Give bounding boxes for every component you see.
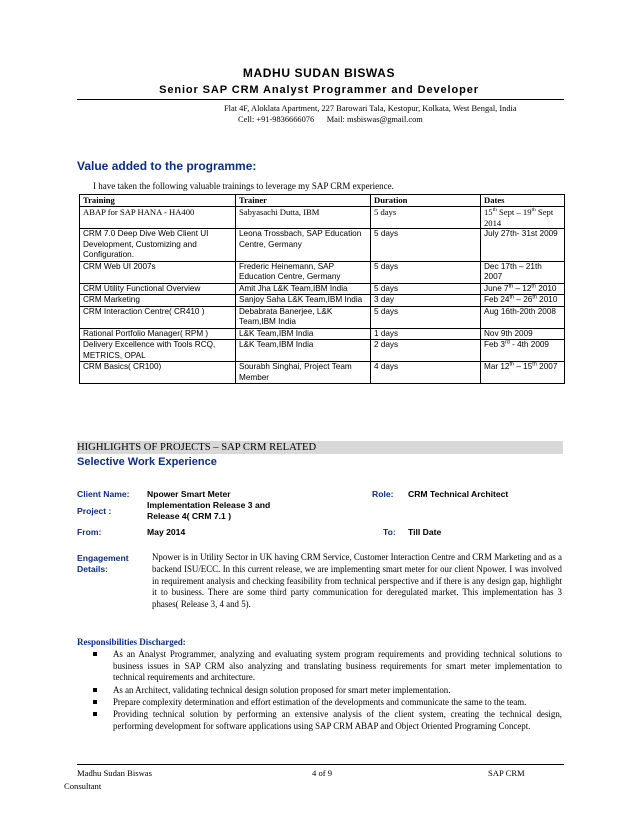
- project-label: Project :: [77, 506, 112, 516]
- responsibility-item: Prepare complexity determination and effort estimation of the developments and communicate the same to the team.: [90, 697, 562, 709]
- value-section-title: Value added to the programme:: [77, 159, 257, 173]
- duration-cell: 1 days: [371, 328, 481, 340]
- dates-cell: June 7th – 12th 2010: [481, 283, 565, 295]
- trainer-cell: L&K Team,IBM India: [236, 328, 371, 340]
- training-name-cell: CRM Marketing: [80, 295, 236, 307]
- responsibility-item: As an Analyst Programmer, analyzing and evaluating system program requirements and providing technical solutions to business issues in SAP CRM also analyzing and translating business requirements for smart meter implementation to technical requirements and architecture.: [90, 649, 562, 684]
- trainer-cell: L&K Team,IBM India: [236, 340, 371, 362]
- training-row: [80, 328, 565, 340]
- dates-cell: July 27th- 31st 2009: [481, 229, 565, 262]
- training-name-cell: Delivery Excellence with Tools RCQ, METRICS, OPAL: [80, 340, 236, 362]
- from-value: May 2014: [147, 527, 186, 537]
- square-bullet-icon: [93, 700, 97, 704]
- square-bullet-icon: [93, 688, 97, 692]
- duration-cell: 3 day: [371, 295, 481, 307]
- work-experience-title: Selective Work Experience: [77, 456, 217, 468]
- footer-page-number: 4 of 9: [312, 768, 333, 778]
- trainer-cell: Frederic Heinemann, SAP Education Centre, Germany: [236, 261, 371, 283]
- header-training: Training: [80, 195, 236, 207]
- trainer-cell: Sourabh Singhai, Project Team Member: [236, 362, 371, 384]
- client-name-value: Npower Smart Meter: [147, 489, 231, 499]
- footer-divider: [77, 764, 564, 765]
- trainer-cell: Sanjoy Saha L&K Team,IBM India: [236, 295, 371, 307]
- trainings-body: [80, 207, 565, 384]
- square-bullet-icon: [93, 712, 97, 716]
- training-name-cell: CRM Basics( CR100): [80, 362, 236, 384]
- duration-cell: 5 days: [371, 229, 481, 262]
- training-row: [80, 306, 565, 328]
- training-name-cell: Rational Portfolio Manager( RPM ): [80, 328, 236, 340]
- dates-cell: Nov 9th 2009: [481, 328, 565, 340]
- training-row: [80, 229, 565, 262]
- training-name-cell: CRM Interaction Centre( CR410 ): [80, 306, 236, 328]
- dates-cell: Feb 3rd - 4th 2009: [481, 340, 565, 362]
- responsibility-item: As an Architect, validating technical design solution proposed for smart meter implementation.: [90, 685, 562, 697]
- dates-cell: Dec 17th – 21th 2007: [481, 261, 565, 283]
- dates-cell: Feb 24th – 26th 2010: [481, 295, 565, 307]
- duration-cell: 5 days: [371, 306, 481, 328]
- header-divider: [77, 99, 564, 100]
- duration-cell: 4 days: [371, 362, 481, 384]
- footer-title: SAP CRM: [488, 768, 525, 778]
- trainer-cell: Leona Trossbach, SAP Education Centre, Germany: [236, 229, 371, 262]
- from-label: From:: [77, 527, 102, 537]
- footer-author: Madhu Sudan Biswas: [77, 768, 152, 778]
- training-row: [80, 340, 565, 362]
- header-dates: Dates: [481, 195, 565, 207]
- candidate-name: MADHU SUDAN BISWAS: [242, 66, 396, 80]
- to-value: Till Date: [408, 527, 442, 537]
- trainings-table: [79, 194, 565, 384]
- duration-cell: 5 days: [371, 283, 481, 295]
- trainer-cell: Sabyasachi Dutta, IBM: [236, 207, 371, 229]
- duration-cell: 5 days: [371, 207, 481, 229]
- highlights-title: HIGHLIGHTS OF PROJECTS – SAP CRM RELATED: [77, 442, 317, 453]
- to-label: To:: [383, 527, 396, 537]
- role-label: Role:: [372, 489, 394, 499]
- responsibilities-title: Responsibilities Discharged:: [77, 637, 186, 647]
- engagement-label: Engagement Details:: [77, 553, 129, 574]
- dates-cell: 15th Sept – 19th Sept 2014: [481, 207, 565, 229]
- responsibilities-list: [90, 649, 562, 733]
- role-value: CRM Technical Architect: [408, 489, 509, 499]
- contact-line: Cell: +91-9836666076 Mail: msbiswas@gmail.com: [238, 115, 423, 124]
- training-row: [80, 207, 565, 229]
- dates-cell: Mar 12th – 15th 2007: [481, 362, 565, 384]
- training-row: [80, 261, 565, 283]
- client-name-label: Client Name:: [77, 489, 130, 499]
- training-name-cell: CRM 7.0 Deep Dive Web Client UI Development, Customizing and Configuration.: [80, 229, 236, 262]
- training-row: [80, 283, 565, 295]
- header-trainer: Trainer: [236, 195, 371, 207]
- responsibility-item: Providing technical solution by performing an extensive analysis of the client system, creating the technical design, performing development for software applications using SAP CRM ABAP and Object Oriented Programing Concept.: [90, 709, 562, 732]
- trainer-cell: Debabrata Banerjee, L&K Team,IBM India: [236, 306, 371, 328]
- training-name-cell: CRM Web UI 2007s: [80, 261, 236, 283]
- engagement-text: Npower is in Utility Sector in UK having CRM Service, Customer Interaction Centre and CRM Marketing and as a backend ISU/ECC. In this current release, we are implementing smart meter for our client Npower. I was involved in requirement analysis and checking feasibility from technical perspective and if there is any design gap, highlight it to business. There are some third party communication for deregulated market. This implementation has 3 phases( Release 3, 4 and 5).: [152, 552, 562, 610]
- candidate-role: Senior SAP CRM Analyst Programmer and Developer: [159, 84, 479, 96]
- address-line: Flat 4F, Aloklata Apartment, 227 Barowari Tala, Kestopur, Kolkata, West Bengal, India: [224, 104, 517, 113]
- project-value: Implementation Release 3 and Release 4( CRM 7.1 ): [147, 500, 271, 521]
- duration-cell: 2 days: [371, 340, 481, 362]
- training-row: [80, 362, 565, 384]
- training-name-cell: CRM Utility Functional Overview: [80, 283, 236, 295]
- value-section-intro: I have taken the following valuable trainings to leverage my SAP CRM experience.: [93, 181, 394, 191]
- duration-cell: 5 days: [371, 261, 481, 283]
- training-row: [80, 295, 565, 307]
- square-bullet-icon: [93, 652, 97, 656]
- footer-title-cont: Consultant: [64, 781, 102, 791]
- trainer-cell: Amit Jha L&K Team,IBM India: [236, 283, 371, 295]
- training-name-cell: ABAP for SAP HANA - HA400: [80, 207, 236, 229]
- dates-cell: Aug 16th-20th 2008: [481, 306, 565, 328]
- header-duration: Duration: [371, 195, 481, 207]
- trainings-header-row: [80, 195, 565, 207]
